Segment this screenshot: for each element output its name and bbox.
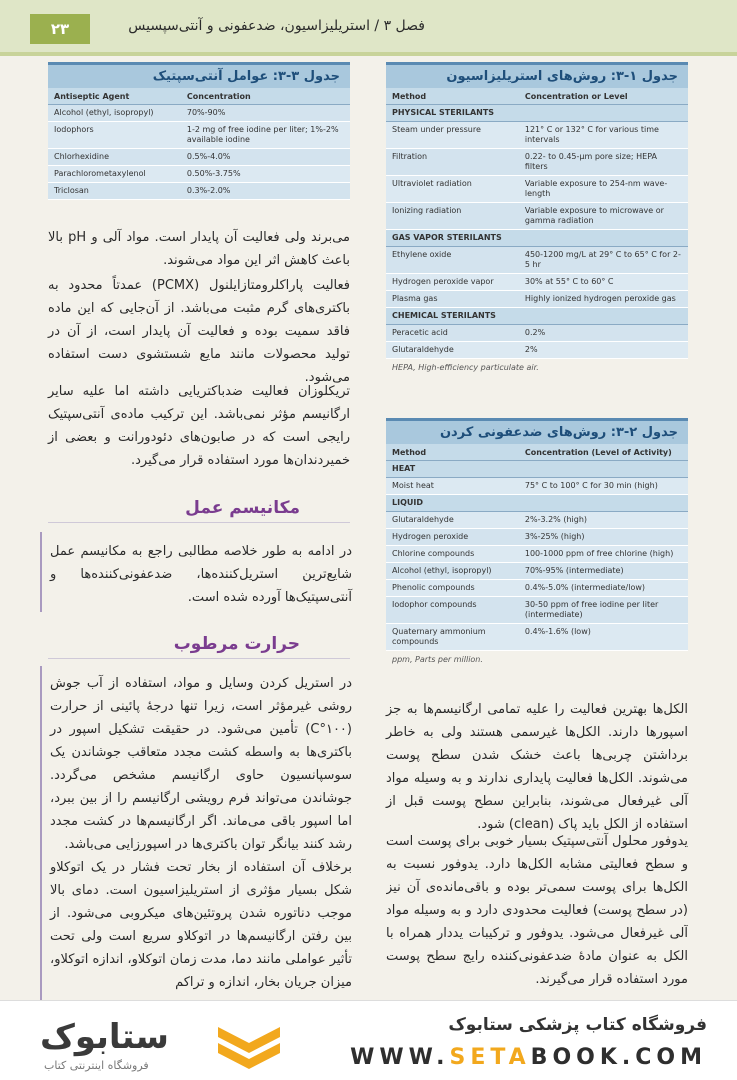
paragraph: برخلاف آن استفاده از بخار تحت فشار در یک اتوکلاو شکل بسیار مؤثری از استریلیزاسیون است. دمای بالا موجب دناتوره شدن پروتئین‌های میکروبی می‌شود. از بین رفتن ارگانیسم‌ها در اتوکلاو سریع است ولی تحت تأثیر عواملی مانند دما، مدت زمان اتوکلاو، اندازه اتوکلاو، میزان جریان بخار، اندازه و تراکم xyxy=(50,860,352,990)
column-header: Method xyxy=(386,444,519,461)
store-logo-text: ستابوک xyxy=(40,1017,169,1057)
paragraph: الکل‌ها بهترین فعالیت را علیه تمامی ارگانیسم‌ها به جز اسپورها دارند. الکل‌ها غیرسمی هستند ولی به خاطر برداشتن چربی‌ها باعث خشک شدن سطح پوست می‌شوند. الکل‌ها فعالیت پایداری ندارند و به وسیله مواد آلی غیرفعال می‌شوند، بنابراین سطح پوست قبل از استفاده از الکل باید پاک (clean) شود. xyxy=(386,702,688,832)
column-header: Method xyxy=(386,88,519,105)
mechanism-box xyxy=(40,532,352,612)
table-disinfection-methods xyxy=(386,418,688,668)
table-row: Alcohol (ethyl, isopropyl) 70%-90% xyxy=(48,105,350,122)
table-row: Chlorhexidine 0.5%-4.0% xyxy=(48,149,350,166)
table-row: Filtration 0.22- to 0.45-μm pore size; HEPA filters xyxy=(386,149,688,176)
store-url[interactable] xyxy=(350,1045,707,1070)
paragraph: یدوفور محلول آنتی‌سپتیک بسیار خوبی برای پوست است و سطح فعالیتی مشابه الکل‌ها دارد. یدوفور نسبت به الکل‌ها برای پوست سمی‌تر بوده و باقی‌مانده‌ی آن نیز (در سطح پوست) فعالیت محدودی دارد و به وسیله مواد آلی غیرفعال می‌شود. یدوفور و ترکیبات یددار همراه با الکل به عنوان مادهٔ ضدعفونی‌کننده رایج سطح پوست مورد استفاده قرار می‌گیرند. xyxy=(386,834,688,987)
table-row: Quaternary ammonium compounds 0.4%-1.6% (low) xyxy=(386,624,688,651)
table-row: Peracetic acid 0.2% xyxy=(386,325,688,342)
chapter-title: فصل ۳ / استریلیزاسیون، ضدعفونی و آنتی‌سپسیس xyxy=(128,18,425,34)
section-heading-mechanism: مکانیسم عمل xyxy=(185,498,300,518)
page-number: ۲۳ xyxy=(30,14,90,44)
moist-heat-box xyxy=(40,666,352,1000)
paragraph: در ادامه به طور خلاصه مطالبی راجع به مکانیسم عمل شایع‌ترین استریل‌کننده‌ها، ضدعفونی‌کننده‌ها و آنتی‌سپتیک‌ها آورده شده است. xyxy=(50,544,352,605)
paragraph: می‌برند ولی فعالیت آن پایدار است. مواد آلی و pH بالا باعث کاهش اثر این مواد می‌شوند. xyxy=(48,230,350,268)
table-row: Chlorine compounds 100-1000 ppm of free chlorine (high) xyxy=(386,546,688,563)
table-sterilization-methods xyxy=(386,62,688,376)
page-header xyxy=(0,0,737,52)
table-section: HEAT xyxy=(386,461,688,478)
table-footnote: ppm, Parts per million. xyxy=(386,651,688,668)
paragraph: فعالیت پاراکلرومتازایلنول (PCMX) عمدتاً محدود به باکتری‌های گرم مثبت می‌باشد. از آن‌جایی که این ماده فاقد سمیت بوده و فعالیت آن پایدار است، از آن در تولید محصولات مانند مایع شستشوی دست استفاده می‌شود. xyxy=(48,278,350,385)
table-row: Iodophors 1-2 mg of free iodine per liter; 1%-2% available iodine xyxy=(48,122,350,149)
paragraph: تریکلوزان فعالیت ضدباکتریایی داشته اما علیه سایر ارگانیسم مؤثر نمی‌باشد. این ترکیب ماده‌ی آنتی‌سپتیک رایجی است که در صابون‌های دئودورانت و بعضی از خمیردندان‌ها مورد استفاده قرار می‌گیرد. xyxy=(48,384,350,468)
table-row: Ultraviolet radiation Variable exposure to 254-nm wave-length xyxy=(386,176,688,203)
table-section: CHEMICAL STERILANTS xyxy=(386,308,688,325)
table-footnote: HEPA, High-efficiency particulate air. xyxy=(386,359,688,376)
heading-underline xyxy=(48,522,350,523)
column-header: Concentration xyxy=(181,88,350,105)
store-name: فروشگاه کتاب پزشکی ستابوک xyxy=(448,1015,707,1035)
table-row: Phenolic compounds 0.4%-5.0% (intermediate/low) xyxy=(386,580,688,597)
store-banner xyxy=(0,1000,737,1080)
column-header: Concentration (Level of Activity) xyxy=(519,444,688,461)
table-row: Glutaraldehyde 2%-3.2% (high) xyxy=(386,512,688,529)
table-caption: جدول ۱-۳: روش‌های استریلیزاسیون xyxy=(386,65,688,88)
table-row: Hydrogen peroxide 3%-25% (high) xyxy=(386,529,688,546)
table-row: Steam under pressure 121° C or 132° C for various time intervals xyxy=(386,122,688,149)
chevron-logo-icon xyxy=(218,1023,280,1071)
store-logo-subtitle: فروشگاه اینترنتی کتاب xyxy=(44,1059,149,1072)
table-row: Moist heat 75° C to 100° C for 30 min (high) xyxy=(386,478,688,495)
table-row: Ionizing radiation Variable exposure to microwave or gamma radiation xyxy=(386,203,688,230)
table-row: Parachlorometaxylenol 0.50%-3.75% xyxy=(48,166,350,183)
table-row: Iodophor compounds 30-50 ppm of free iodine per liter (intermediate) xyxy=(386,597,688,624)
table-section: GAS VAPOR STERILANTS xyxy=(386,230,688,247)
table-row: Ethylene oxide 450-1200 mg/L at 29° C to 65° C for 2-5 hr xyxy=(386,247,688,274)
column-header: Concentration or Level xyxy=(519,88,688,105)
table-antiseptic-agents xyxy=(48,62,350,200)
table-section: PHYSICAL STERILANTS xyxy=(386,105,688,122)
url-accent: SETA xyxy=(449,1045,531,1070)
column-header: Antiseptic Agent xyxy=(48,88,181,105)
table-caption: جدول ۲-۳: روش‌های ضدعفونی کردن xyxy=(386,421,688,444)
table-caption: جدول ۳-۳: عوامل آنتی‌سپتیک xyxy=(48,65,350,88)
table-row: Plasma gas Highly ionized hydrogen peroxide gas xyxy=(386,291,688,308)
table-section: LIQUID xyxy=(386,495,688,512)
table-row: Hydrogen peroxide vapor 30% at 55° C to 60° C xyxy=(386,274,688,291)
header-divider xyxy=(0,52,737,56)
paragraph: در استریل کردن وسایل و مواد، استفاده از آب جوش روشی غیرمؤثر است، زیرا تنها درجهٔ پائینی از حرارت (۱۰۰°C) تأمین می‌شود. در حقیقت تشکیل اسپور در باکتری‌ها به واسطه کشت مجدد متعاقب جوشاندن یک سوسپانسیون حاوی ارگانیسم مشخص می‌گردد. جوشاندن می‌تواند فرم رویشی ارگانیسم را از بین ببرد، اما اسپور باقی می‌ماند. اگر ارگانیسم‌ها در کشت مجدد رشد کنند بیانگر توان باکتری‌ها در اسپورزایی می‌باشد. xyxy=(50,676,352,852)
section-heading-moist-heat: حرارت مرطوب xyxy=(173,634,300,654)
heading-underline xyxy=(48,658,350,659)
url-prefix: WWW. xyxy=(350,1045,450,1070)
table-row: Alcohol (ethyl, isopropyl) 70%-95% (intermediate) xyxy=(386,563,688,580)
table-row: Triclosan 0.3%-2.0% xyxy=(48,183,350,200)
url-suffix: BOOK.COM xyxy=(530,1045,707,1070)
table-row: Glutaraldehyde 2% xyxy=(386,342,688,359)
